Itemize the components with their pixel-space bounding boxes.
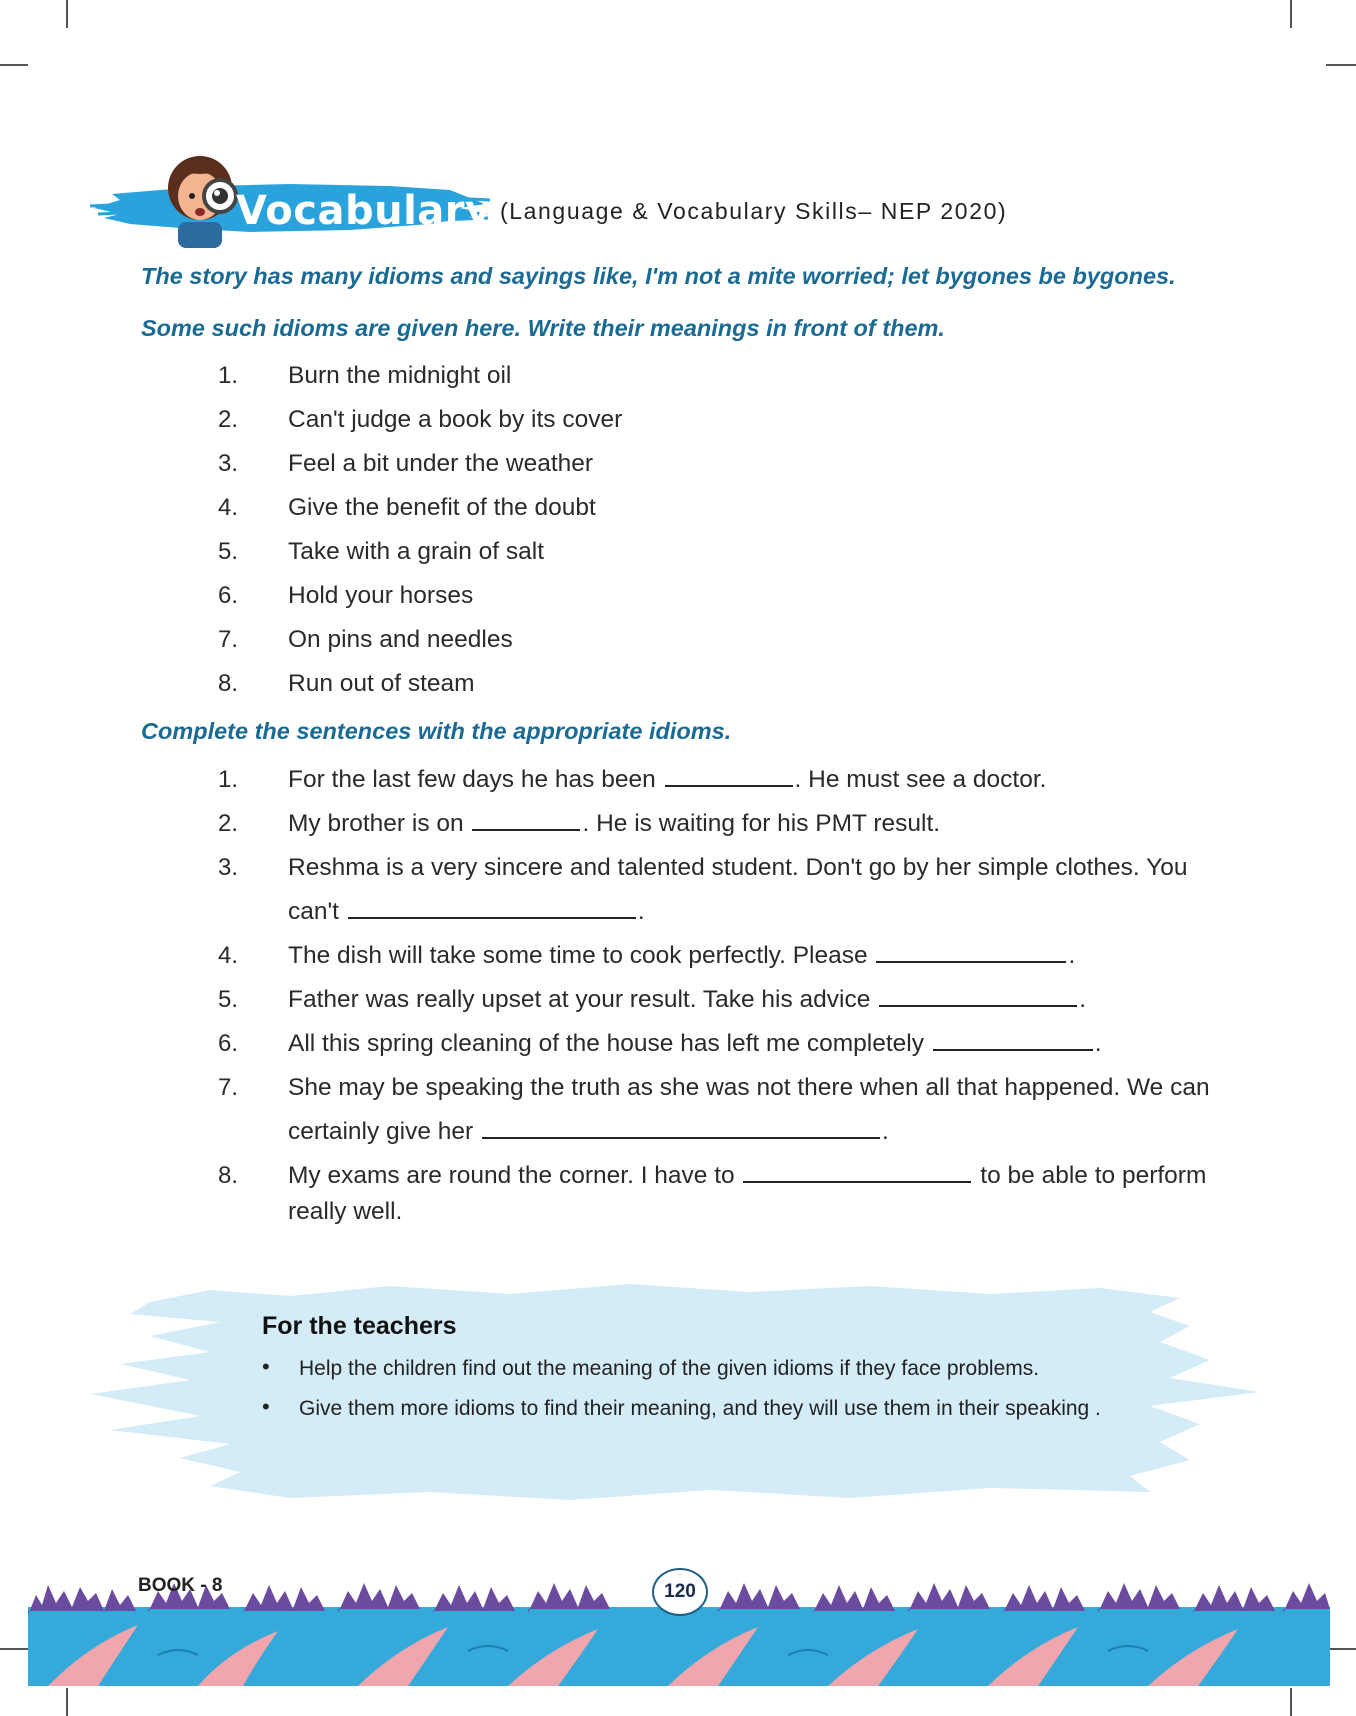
instruction-complete-sentences: Complete the sentences with the appropriate idioms. [141,718,732,744]
section-title: Vocabulary [236,188,492,234]
crop-mark [1326,64,1356,66]
idiom-item: Hold your horses [288,582,474,609]
idiom-item: Burn the midnight oil [288,362,512,389]
sentence-text: . He is waiting for his PMT result. [582,810,941,837]
crop-mark [1290,1688,1292,1716]
bullet-icon: • [262,1394,270,1419]
answer-blank[interactable] [472,809,580,831]
list-item-number: 2. [217,406,238,433]
list-item-number: 3. [217,854,238,881]
sentence-text: For the last few days he has been [288,766,656,793]
list-item-number: 6. [217,582,238,609]
sentence-item [288,806,940,842]
sentence-item [288,938,1075,974]
sentence-item [288,762,1046,798]
page-number: 120 [652,1568,708,1616]
book-label: BOOK - 8 [138,1575,223,1596]
answer-blank[interactable] [933,1029,1093,1051]
crop-mark [66,1688,68,1716]
list-item-number: 5. [217,986,238,1013]
idiom-item: Give the benefit of the doubt [288,494,596,521]
sentence-text: . [882,1118,889,1145]
crop-mark [66,0,68,28]
list-item-number: 7. [217,1074,238,1101]
idiom-item: Can't judge a book by its cover [288,406,623,433]
answer-blank[interactable] [665,765,793,787]
sentence-text: All this spring cleaning of the house has left me completely [288,1030,924,1057]
sentence-text: to be able to perform [980,1162,1207,1189]
sentence-text: Father was really upset at your result. Take his advice [288,986,871,1013]
list-item-number: 3. [217,450,238,477]
answer-blank[interactable] [348,897,636,919]
sentence-item [288,1114,889,1150]
answer-blank[interactable] [876,941,1066,963]
sentence-text: . [637,898,645,925]
sentence-item [288,1158,1206,1194]
list-item-number: 6. [217,1030,238,1057]
list-item-number: 8. [217,670,238,697]
list-item-number: 1. [217,362,238,389]
teacher-box-title: For the teachers [262,1312,457,1340]
idiom-item: Run out of steam [288,670,475,697]
teacher-note-item: Give them more idioms to find their meaning, and they will use them in their speaking . [299,1397,1101,1420]
list-item-number: 4. [217,494,238,521]
sentence-item [288,1026,1102,1062]
sentence-text: . [1094,1030,1102,1057]
crop-mark [1290,0,1292,28]
sentence-text: can't [288,898,339,925]
instruction-write-meanings: Some such idioms are given here. Write their meanings in front of them. [141,315,945,341]
list-item-number: 1. [217,766,238,793]
idiom-item: Take with a grain of salt [288,538,545,565]
answer-blank[interactable] [743,1161,971,1183]
crop-mark [0,1648,28,1650]
instruction-idioms-intro: The story has many idioms and sayings like, I'm not a mite worried; let bygones be bygones. [141,263,1176,289]
list-item-number: 5. [217,538,238,565]
list-item-number: 7. [217,626,238,653]
sentence-text: She may be speaking the truth as she was not there when all that happened. We can [288,1074,1210,1101]
crop-mark [0,64,28,66]
list-item-number: 2. [217,810,238,837]
list-item-number: 8. [217,1162,238,1189]
answer-blank[interactable] [482,1117,880,1139]
list-item-number: 4. [217,942,238,969]
sentence-text: My exams are round the corner. I have to [288,1162,735,1189]
idiom-item: Feel a bit under the weather [288,450,594,477]
crop-mark [1326,1648,1356,1650]
sentence-text: My brother is on [288,810,464,837]
sentence-item [288,894,645,930]
vocabulary-header [90,150,1190,260]
section-subtitle: (Language & Vocabulary Skills– NEP 2020) [500,198,1008,224]
sentence-text: Reshma is a very sincere and talented student. Don't go by her simple clothes. You [288,854,1188,881]
sentence-text: . [1068,942,1076,969]
bullet-icon: • [262,1354,270,1379]
sentence-text: The dish will take some time to cook perfectly. Please [288,942,868,969]
sentence-text: . He must see a doctor. [794,766,1047,793]
answer-blank[interactable] [879,985,1077,1007]
sentence-text: certainly give her [288,1118,474,1145]
sentence-text: really well. [288,1198,403,1225]
sentence-item [288,982,1086,1018]
teacher-note-item: Help the children find out the meaning of the given idioms if they face problems. [299,1357,1040,1380]
idiom-item: On pins and needles [288,626,513,653]
sentence-text: . [1079,986,1087,1013]
